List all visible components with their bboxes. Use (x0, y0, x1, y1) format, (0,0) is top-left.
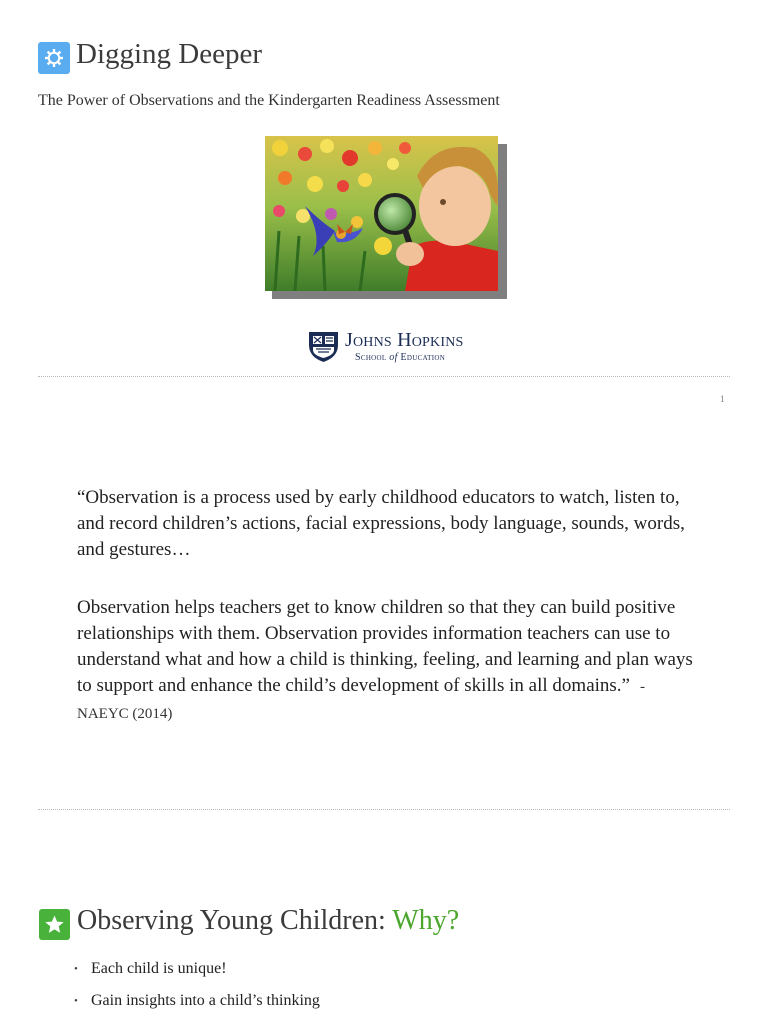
list-item: • Gain insights into a child’s thinking (74, 992, 320, 1009)
shield-icon (308, 331, 339, 363)
johns-hopkins-logo (308, 331, 483, 365)
logo-wordmark: Johns Hopkins (345, 329, 464, 351)
quote-paragraph: Observation helps teachers get to know children so that they can build positive relationships with them. Observation provides information teachers can use to understand what and how a child is thinking, feeling, and learning and plan ways to support and enhance the child’s development of skills in all domains.” - NAEYC (2014) (77, 597, 693, 722)
list-item: • Each child is unique! (74, 960, 227, 977)
bullet-list (72, 957, 320, 1021)
slide-divider (38, 376, 730, 377)
slide-divider (38, 809, 730, 810)
gear-icon (38, 42, 70, 74)
section-title: Observing Young Children: Why? (77, 905, 460, 936)
quote-paragraph: “Observation is a process used by early childhood educators to watch, listen to, and record children’s actions, facial expressions, body language, sounds, words, and gestures… (77, 487, 685, 560)
page-title: Digging Deeper (76, 38, 263, 70)
subtitle: The Power of Observations and the Kindergarten Readiness Assessment (38, 92, 500, 109)
logo-subline: School of Education (355, 352, 446, 363)
star-icon (39, 909, 70, 940)
quote-attribution: - NAEYC (2014) (77, 679, 645, 722)
child-magnifier-photo (265, 136, 498, 291)
page-number: 1 (720, 394, 725, 404)
